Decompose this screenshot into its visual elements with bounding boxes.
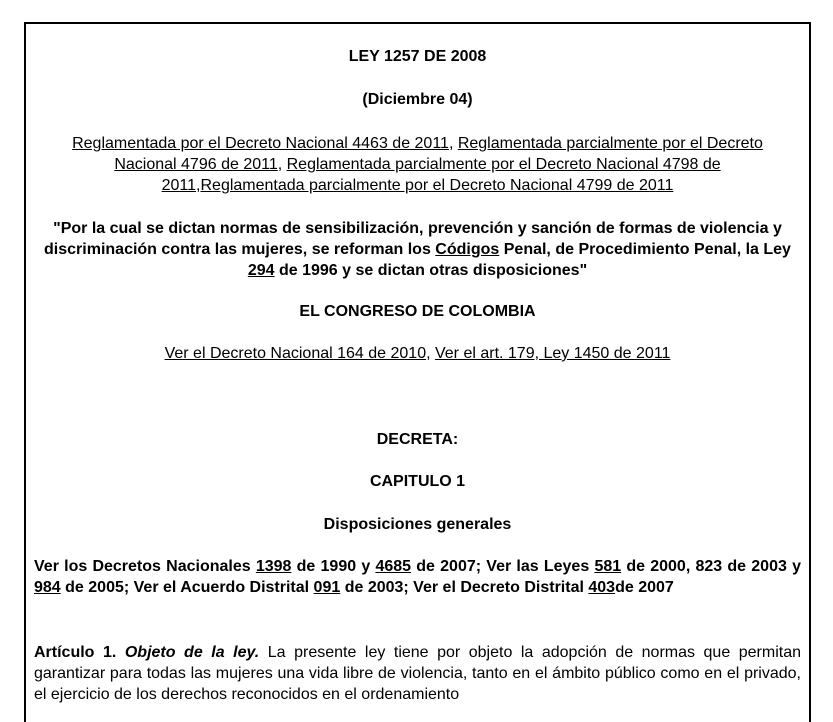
decreto-4685-link[interactable]: 4685 xyxy=(375,558,412,575)
refs-text: de 2003; Ver el Decreto Distrital xyxy=(340,579,589,596)
refs-text: de 2000, 823 de 2003 y xyxy=(621,558,801,575)
regulation-link-4798[interactable]: Reglamentada parcialmente por el Decreto Nacional 4798 de 2011 xyxy=(161,156,721,194)
decreta-heading: DECRETA: xyxy=(376,431,459,448)
decreto-403-link[interactable]: 403 xyxy=(588,579,616,596)
codigos-link[interactable]: Códigos xyxy=(435,241,500,258)
subject-text: Penal, de Procedimiento Penal, la Ley xyxy=(499,241,791,258)
refs-text: Ver los Decretos Nacionales xyxy=(34,558,256,575)
chapter-heading: CAPITULO 1 xyxy=(369,473,466,490)
subject-text: de 1996 y se dictan otras disposiciones" xyxy=(274,262,588,279)
subject-text: "Por la cual se dictan normas de sensibilización, prevención y sanción de formas de violencia y discriminación contra las mujeres, se reforman los xyxy=(44,220,782,258)
article-heading: Objeto de la ley. xyxy=(124,644,260,661)
regulation-link-4799[interactable]: Reglamentada parcialmente por el Decreto Nacional 4799 de 2011 xyxy=(200,177,674,194)
issuer-heading: EL CONGRESO DE COLOMBIA xyxy=(299,303,536,320)
law-subject xyxy=(34,218,801,281)
ley-294-link[interactable]: 294 xyxy=(247,262,275,279)
article-number: Artículo 1. xyxy=(34,644,117,661)
article-label xyxy=(34,644,259,661)
separator: , xyxy=(448,135,458,152)
ley-581-link[interactable]: 581 xyxy=(594,558,622,575)
regulation-link-4796[interactable]: Reglamentada parcialmente por el Decreto Nacional 4796 de 2011 xyxy=(114,135,763,173)
document-page xyxy=(24,22,811,722)
acuerdo-091-link[interactable]: 091 xyxy=(313,579,341,596)
chapter-title: Disposiciones generales xyxy=(323,516,512,533)
refs-text: de 2007 xyxy=(615,579,674,596)
see-also-paragraph xyxy=(34,345,801,363)
regulation-link-4463[interactable]: Reglamentada por el Decreto Nacional 4463 de 2011 xyxy=(72,135,449,152)
article-1 xyxy=(34,642,801,705)
separator: , xyxy=(196,177,201,194)
refs-text: de 2007; Ver las Leyes xyxy=(411,558,595,575)
decreto-164-link[interactable]: Ver el Decreto Nacional 164 de 2010 xyxy=(164,345,427,362)
refs-text: de 1990 y xyxy=(291,558,376,575)
law-date: (Diciembre 04) xyxy=(362,91,473,108)
separator: , xyxy=(426,345,435,362)
ley-1450-link[interactable]: Ver el art. 179, Ley 1450 de 2011 xyxy=(434,345,671,362)
regulations-paragraph xyxy=(44,133,791,196)
law-title: LEY 1257 DE 2008 xyxy=(348,48,487,65)
decreto-1398-link[interactable]: 1398 xyxy=(255,558,292,575)
references-paragraph xyxy=(34,556,801,598)
ley-984-link[interactable]: 984 xyxy=(34,579,61,596)
separator: , xyxy=(277,156,287,173)
article-text: La presente ley tiene por objeto la adopción de normas que permitan garantizar para todas las mujeres una vida libre de violencia, tanto en el ámbito público como en el privado, el ejercicio de los derechos reconocidos en el ordenamiento xyxy=(34,644,802,703)
refs-text: de 2005; Ver el Acuerdo Distrital xyxy=(60,579,314,596)
